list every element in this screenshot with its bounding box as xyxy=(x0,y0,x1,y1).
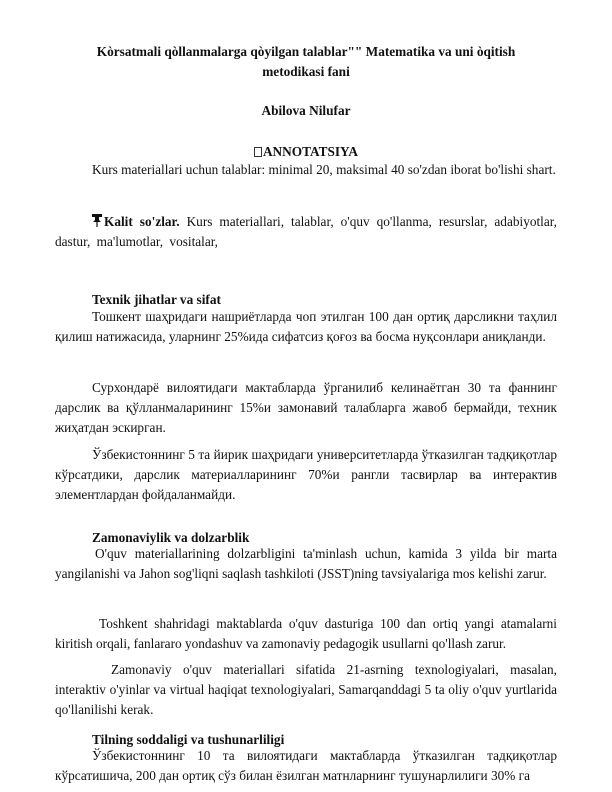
paragraph-modernity-1: O'quv materiallarining dolzarbligini ta'minlash uchun, kamida 3 yilda bir marta yangilanishi va Jahon sog'liqni saqlash tashkiloti (JSST)ning tavsiyalariga mos kelishi zarur. xyxy=(55,546,557,581)
section-heading-modernity: Zamonaviylik va dolzarblik xyxy=(92,530,250,545)
keywords-text: Kurs materiallari, talablar, o'quv qo'llanma, resurslar, adabiyotlar, dastur, ma'lumotlar, vositalar, xyxy=(55,214,557,249)
section-heading-language: Tilning soddaligi va tushunarliligi xyxy=(92,732,285,747)
keywords-label: Kalit so'zlar. xyxy=(104,214,180,229)
keywords-paragraph xyxy=(55,212,557,252)
title-line-2: metodikasi fani xyxy=(262,64,350,79)
paragraph-modernity-3: Zamonaviy o'quv materiallari sifatida 21-asrning texnologiyalari, masalan, interaktiv o'yinlar va virtual haqiqat texnologiyalari, Samarqanddagi 5 ta oliy o'quv yurtlarida qo'llanilishi kerak. xyxy=(55,662,557,717)
annotation-heading-text: ANNOTATSIYA xyxy=(262,144,359,159)
title-line-1: Kòrsatmali qòllanmalarga qòyilgan talablar"" Matematika va uni òqitish xyxy=(96,44,516,59)
paragraph-technical-1: Тошкент шаҳридаги нашриётларда чоп этилган 100 дан ортиқ дарсликни таҳлил қилиш натижасида, уларнинг 25%ида сифатсиз қоғоз ва босма нуқсонлари аниқланди. xyxy=(55,309,557,344)
annotation-text: Kurs materiallari uchun talablar: minimal 20, maksimal 40 so'zdan iborat bo'lishi shart. xyxy=(92,162,556,177)
pushpin-icon xyxy=(92,214,102,227)
box-icon xyxy=(254,147,262,157)
paragraph-language-1: Ўзбекистоннинг 10 та вилоятидаги мактабларда ўтказилган тадқиқотлар кўрсатишича, 200 дан ортиқ сўз билан ёзилган матнларнинг тушунарлилиги 30% га xyxy=(55,748,557,783)
paragraph-technical-2: Сурхондарё вилоятидаги мактабларда ўрганилиб келинаётган 30 та фаннинг дарслик ва қўлланмаларининг 15%и замонавий талабларга жавоб бермайди, техник жиҳатдан эскирган. xyxy=(55,380,557,435)
document-title xyxy=(55,42,557,82)
author-name: Abilova Nilufar xyxy=(261,103,351,118)
section-heading-technical: Texnik jihatlar va sifat xyxy=(92,292,221,307)
paragraph-technical-3: Ўзбекистоннинг 5 та йирик шаҳридаги университетларда ўтказилган тадқиқотлар кўрсатдики, дарслик материалларининг 70%и рангли тасвирлар ва интерактив элементлардан фойдаланмайди. xyxy=(55,447,557,502)
annotation-heading xyxy=(55,142,557,162)
paragraph-modernity-2: Toshkent shahridagi maktablarda o'quv dasturiga 100 dan ortiq yangi atamalarni kiritish orqali, fanlararo yondashuv va zamonaviy pedagogik usullarni qo'llash zarur. xyxy=(55,616,557,651)
